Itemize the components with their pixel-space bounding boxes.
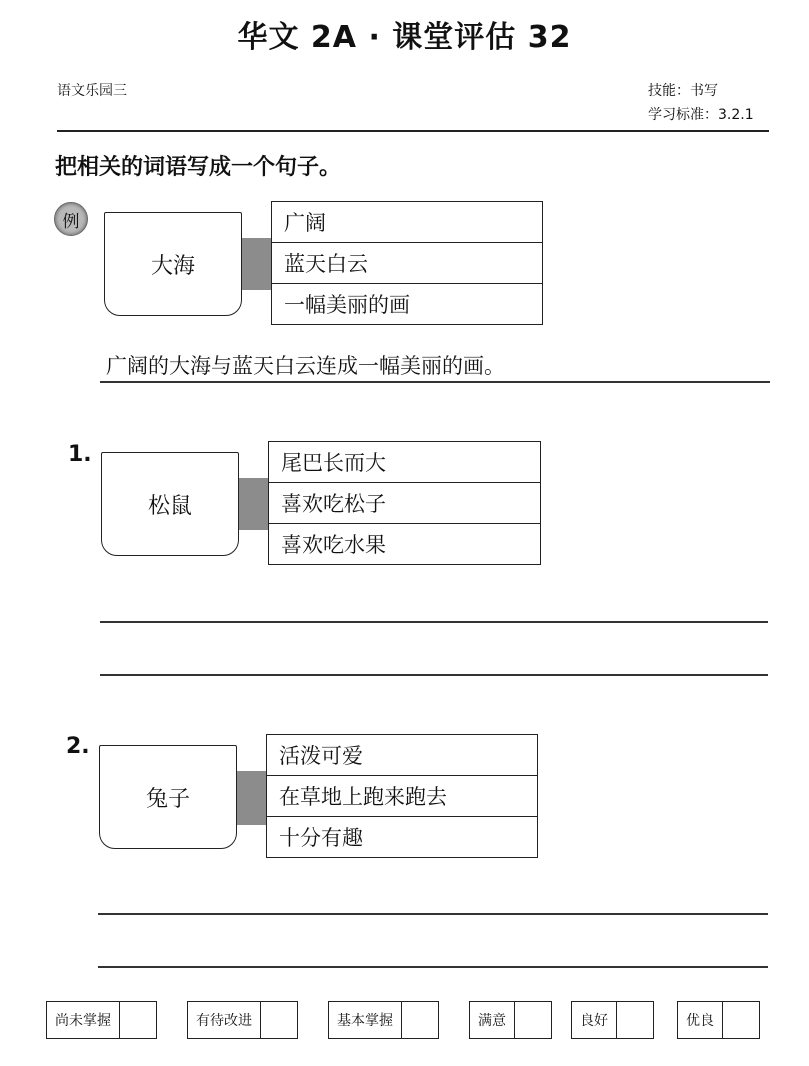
q2-topic-box xyxy=(99,745,237,849)
q2-answer-line-1[interactable] xyxy=(98,913,768,915)
rating-label: 基本掌握 xyxy=(329,1002,402,1038)
rating-label: 有待改进 xyxy=(188,1002,261,1038)
instruction-text: 把相关的词语写成一个句子。 xyxy=(55,155,342,180)
example-topic-box xyxy=(104,212,242,316)
header-divider xyxy=(57,130,769,132)
page-title: 华文 2A · 课堂评估 32 xyxy=(237,20,572,55)
example-word: 广阔 xyxy=(272,202,542,243)
q2-answer-line-2[interactable] xyxy=(98,966,768,968)
q2-topic: 兔子 xyxy=(145,786,190,812)
rating-checkbox[interactable] xyxy=(261,1002,297,1038)
example-word-table xyxy=(271,201,543,325)
q2-connector xyxy=(237,771,267,825)
standard-label: 学习标准：3.2.1 xyxy=(648,107,754,123)
rating-needs-improvement[interactable] xyxy=(187,1001,298,1039)
example-word: 一幅美丽的画 xyxy=(284,293,410,317)
q2-word: 十分有趣 xyxy=(279,826,363,850)
rating-good[interactable] xyxy=(571,1001,654,1039)
example-connector xyxy=(242,238,272,290)
rating-checkbox[interactable] xyxy=(515,1002,551,1038)
example-badge: 例 xyxy=(54,202,88,236)
rating-not-mastered[interactable] xyxy=(46,1001,157,1039)
question-number: 2. xyxy=(66,734,90,759)
rating-excellent[interactable] xyxy=(677,1001,760,1039)
rating-satisfactory[interactable] xyxy=(469,1001,552,1039)
rating-checkbox[interactable] xyxy=(617,1002,653,1038)
q1-topic-box xyxy=(101,452,239,556)
example-answer-line xyxy=(100,381,770,383)
q1-word-table xyxy=(268,441,541,565)
q1-word: 喜欢吃松子 xyxy=(269,483,540,524)
q1-topic: 松鼠 xyxy=(147,493,192,519)
rating-label: 优良 xyxy=(678,1002,723,1038)
rating-checkbox[interactable] xyxy=(402,1002,438,1038)
rating-basic-mastery[interactable] xyxy=(328,1001,439,1039)
skill-label: 技能：书写 xyxy=(648,83,718,99)
rating-label: 尚未掌握 xyxy=(47,1002,120,1038)
q1-answer-line-2[interactable] xyxy=(100,674,768,676)
q2-word-table xyxy=(266,734,538,858)
example-word: 蓝天白云 xyxy=(272,243,542,284)
rating-label: 良好 xyxy=(572,1002,617,1038)
q2-word: 在草地上跑来跑去 xyxy=(267,776,537,817)
unit-label: 语文乐园三 xyxy=(57,83,127,99)
rating-checkbox[interactable] xyxy=(120,1002,156,1038)
q1-connector xyxy=(239,478,269,530)
q1-word: 尾巴长而大 xyxy=(269,442,540,483)
q1-answer-line-1[interactable] xyxy=(100,621,768,623)
example-sentence: 广阔的大海与蓝天白云连成一幅美丽的画。 xyxy=(106,354,505,378)
rating-checkbox[interactable] xyxy=(723,1002,759,1038)
q2-word: 活泼可爱 xyxy=(267,735,537,776)
question-number: 1. xyxy=(68,442,92,467)
q1-word: 喜欢吃水果 xyxy=(281,533,386,557)
rating-label: 满意 xyxy=(470,1002,515,1038)
example-topic: 大海 xyxy=(150,253,195,279)
